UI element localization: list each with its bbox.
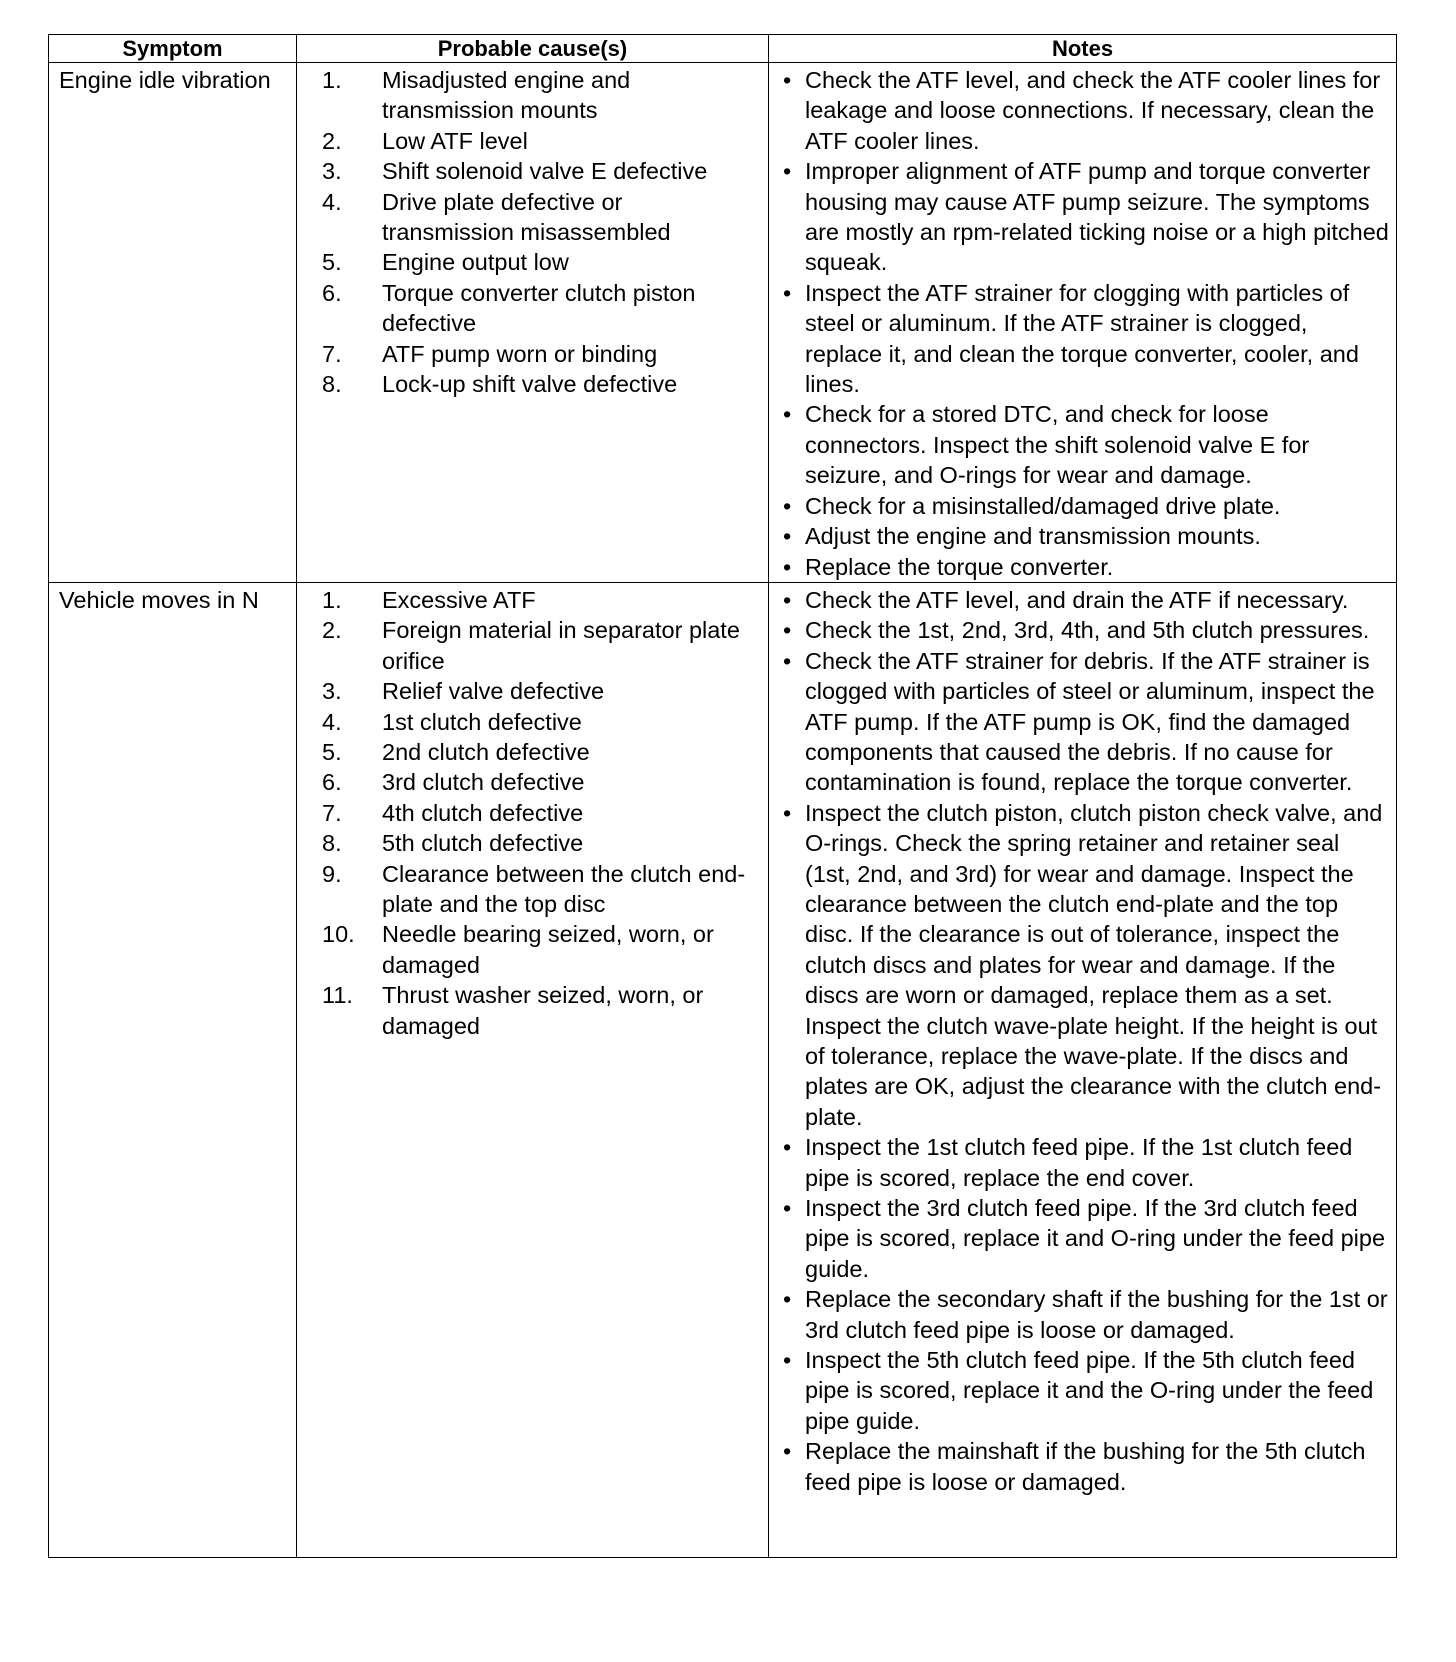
bullet-icon: • bbox=[783, 1347, 792, 1374]
cause-number: 2. bbox=[322, 127, 342, 154]
note-text: Replace the mainshaft if the bushing for the 5th clutch feed pipe is loose or damaged. bbox=[805, 1438, 1366, 1495]
note-item bbox=[769, 521, 1396, 551]
note-item bbox=[769, 552, 1396, 582]
cause-item bbox=[297, 707, 768, 737]
cause-text: Lock-up shift valve defective bbox=[382, 371, 678, 398]
note-item bbox=[769, 1284, 1396, 1345]
cause-number: 4. bbox=[322, 188, 342, 215]
note-item bbox=[769, 615, 1396, 645]
troubleshooting-table bbox=[48, 34, 1397, 1558]
causes-cell bbox=[297, 63, 769, 583]
cause-text: Torque converter clutch piston defective bbox=[382, 279, 696, 337]
causes-cell bbox=[297, 582, 769, 1557]
note-text: Replace the secondary shaft if the bushing for the 1st or 3rd clutch feed pipe is loose or damaged. bbox=[805, 1286, 1388, 1343]
cause-number: 8. bbox=[322, 830, 342, 857]
note-item bbox=[769, 1436, 1396, 1497]
bullet-icon: • bbox=[783, 553, 792, 580]
cause-number: 2. bbox=[322, 617, 342, 644]
cause-number: 8. bbox=[322, 371, 342, 398]
bullet-icon: • bbox=[783, 158, 792, 185]
cause-item bbox=[297, 980, 768, 1041]
cause-text: 5th clutch defective bbox=[382, 830, 584, 857]
cause-number: 10. bbox=[322, 921, 355, 948]
bullet-icon: • bbox=[783, 401, 792, 428]
note-text: Check the ATF level, and check the ATF cooler lines for leakage and loose connections. If necessary, clean the ATF cooler lines. bbox=[805, 67, 1381, 154]
bullet-icon: • bbox=[783, 492, 792, 519]
note-item bbox=[769, 491, 1396, 521]
note-text: Inspect the 5th clutch feed pipe. If the 5th clutch feed pipe is scored, replace it and the O-ring under the feed pipe guide. bbox=[805, 1347, 1374, 1434]
bullet-icon: • bbox=[783, 647, 792, 674]
cause-number: 3. bbox=[322, 678, 342, 705]
note-text: Check the ATF strainer for debris. If the ATF strainer is clogged with particles of steel or aluminum, inspect the ATF pump. If the ATF pump is OK, find the damaged components that caused the debris. If no cause for contamination is found, replace the torque converter. bbox=[805, 647, 1375, 796]
note-item bbox=[769, 798, 1396, 1132]
note-text: Improper alignment of ATF pump and torque converter housing may cause ATF pump seizure. The symptoms are mostly an rpm-related ticking noise or a high pitched squeak. bbox=[805, 158, 1389, 276]
note-item bbox=[769, 65, 1396, 156]
cause-number: 7. bbox=[322, 799, 342, 826]
cause-text: 2nd clutch defective bbox=[382, 738, 590, 765]
header-symptom: Symptom bbox=[49, 35, 297, 63]
cause-item bbox=[297, 585, 768, 615]
cause-item bbox=[297, 156, 768, 186]
bullet-icon: • bbox=[783, 279, 792, 306]
header-probable-causes: Probable cause(s) bbox=[297, 35, 769, 63]
note-item bbox=[769, 1345, 1396, 1436]
note-item bbox=[769, 156, 1396, 278]
cause-item bbox=[297, 737, 768, 767]
header-row bbox=[49, 35, 1397, 63]
cause-number: 7. bbox=[322, 340, 342, 367]
note-text: Replace the torque converter. bbox=[805, 553, 1114, 580]
note-text: Inspect the 1st clutch feed pipe. If the 1st clutch feed pipe is scored, replace the end cover. bbox=[805, 1134, 1353, 1191]
cause-number: 5. bbox=[322, 738, 342, 765]
notes-list bbox=[769, 585, 1396, 1497]
cause-item bbox=[297, 767, 768, 797]
cause-text: Thrust washer seized, worn, or damaged bbox=[382, 982, 704, 1039]
note-text: Inspect the clutch piston, clutch piston check valve, and O-rings. Check the spring retainer and retainer seal (1st, 2nd, and 3rd) for wear and damage. Inspect the clearance between the clutch end-plate and the top disc. If the clearance is out of tolerance, inspect the clutch discs and plates for wear and damage. If the discs are worn or damaged, replace them as a set. Inspect the clutch wave-plate height. If the height is out of tolerance, replace the wave-plate. If the discs and plates are OK, adjust the clearance with the clutch end-plate. bbox=[805, 799, 1383, 1130]
cause-text: Engine output low bbox=[382, 249, 569, 276]
bullet-icon: • bbox=[783, 67, 792, 93]
note-item bbox=[769, 278, 1396, 400]
cause-number: 11. bbox=[322, 982, 353, 1009]
cause-text: Low ATF level bbox=[382, 127, 528, 154]
cause-number: 6. bbox=[322, 279, 342, 306]
cause-number: 6. bbox=[322, 769, 342, 796]
bullet-icon: • bbox=[783, 1286, 792, 1313]
cause-number: 5. bbox=[322, 249, 342, 276]
bullet-icon: • bbox=[783, 799, 792, 826]
cause-item bbox=[297, 615, 768, 676]
bullet-icon: • bbox=[783, 1134, 792, 1161]
cause-text: Clearance between the clutch end-plate and the top disc bbox=[382, 860, 746, 917]
cause-number: 1. bbox=[322, 586, 342, 613]
bullet-icon: • bbox=[783, 1438, 792, 1465]
cause-number: 1. bbox=[322, 67, 342, 93]
cause-item bbox=[297, 126, 768, 156]
header-notes: Notes bbox=[769, 35, 1397, 63]
cause-text: 3rd clutch defective bbox=[382, 769, 585, 796]
bullet-icon: • bbox=[783, 523, 792, 550]
cause-text: Needle bearing seized, worn, or damaged bbox=[382, 921, 714, 978]
note-text: Check the ATF level, and drain the ATF if necessary. bbox=[805, 586, 1349, 613]
cause-item bbox=[297, 247, 768, 277]
notes-cell bbox=[769, 63, 1397, 583]
cause-text: Relief valve defective bbox=[382, 678, 605, 705]
cause-item bbox=[297, 676, 768, 706]
bullet-icon: • bbox=[783, 617, 792, 644]
cause-text: Excessive ATF bbox=[382, 586, 536, 613]
cause-text: ATF pump worn or binding bbox=[382, 340, 658, 367]
causes-list bbox=[297, 585, 768, 1041]
cause-text: 1st clutch defective bbox=[382, 708, 582, 735]
cause-item bbox=[297, 369, 768, 399]
note-item bbox=[769, 399, 1396, 490]
note-item bbox=[769, 585, 1396, 615]
note-item bbox=[769, 1132, 1396, 1193]
cause-item bbox=[297, 798, 768, 828]
cause-number: 3. bbox=[322, 158, 342, 185]
cause-text: 4th clutch defective bbox=[382, 799, 584, 826]
table-row bbox=[49, 63, 1397, 583]
note-text: Check for a misinstalled/damaged drive plate. bbox=[805, 492, 1281, 519]
cause-item bbox=[297, 65, 768, 126]
cause-item bbox=[297, 828, 768, 858]
cause-item bbox=[297, 859, 768, 920]
notes-list bbox=[769, 65, 1396, 582]
note-text: Check for a stored DTC, and check for loose connectors. Inspect the shift solenoid valve E for seizure, and O-rings for wear and damage. bbox=[805, 401, 1310, 489]
symptom-cell: Vehicle moves in N bbox=[49, 582, 297, 1557]
note-text: Inspect the 3rd clutch feed pipe. If the 3rd clutch feed pipe is scored, replace it and O-ring under the feed pipe guide. bbox=[805, 1195, 1386, 1282]
note-text: Adjust the engine and transmission mounts. bbox=[805, 523, 1261, 550]
bullet-icon: • bbox=[783, 1195, 792, 1222]
cause-text: Misadjusted engine and transmission mounts bbox=[382, 67, 631, 124]
table-row bbox=[49, 582, 1397, 1557]
note-text: Check the 1st, 2nd, 3rd, 4th, and 5th clutch pressures. bbox=[805, 617, 1370, 644]
cause-item bbox=[297, 187, 768, 248]
notes-cell bbox=[769, 582, 1397, 1557]
cause-text: Foreign material in separator plate orifice bbox=[382, 617, 740, 674]
cause-number: 9. bbox=[322, 860, 342, 887]
note-item bbox=[769, 1193, 1396, 1284]
troubleshooting-table-container bbox=[48, 34, 1396, 1558]
bullet-icon: • bbox=[783, 586, 792, 613]
symptom-cell: Engine idle vibration bbox=[49, 63, 297, 583]
causes-list bbox=[297, 65, 768, 399]
cause-item bbox=[297, 278, 768, 339]
cause-number: 4. bbox=[322, 708, 342, 735]
cause-item bbox=[297, 339, 768, 369]
cause-text: Shift solenoid valve E defective bbox=[382, 158, 708, 185]
cause-item bbox=[297, 919, 768, 980]
cause-text: Drive plate defective or transmission misassembled bbox=[382, 188, 671, 246]
note-text: Inspect the ATF strainer for clogging with particles of steel or aluminum. If the ATF strainer is clogged, replace it, and clean the torque converter, cooler, and lines. bbox=[805, 279, 1359, 398]
note-item bbox=[769, 646, 1396, 798]
